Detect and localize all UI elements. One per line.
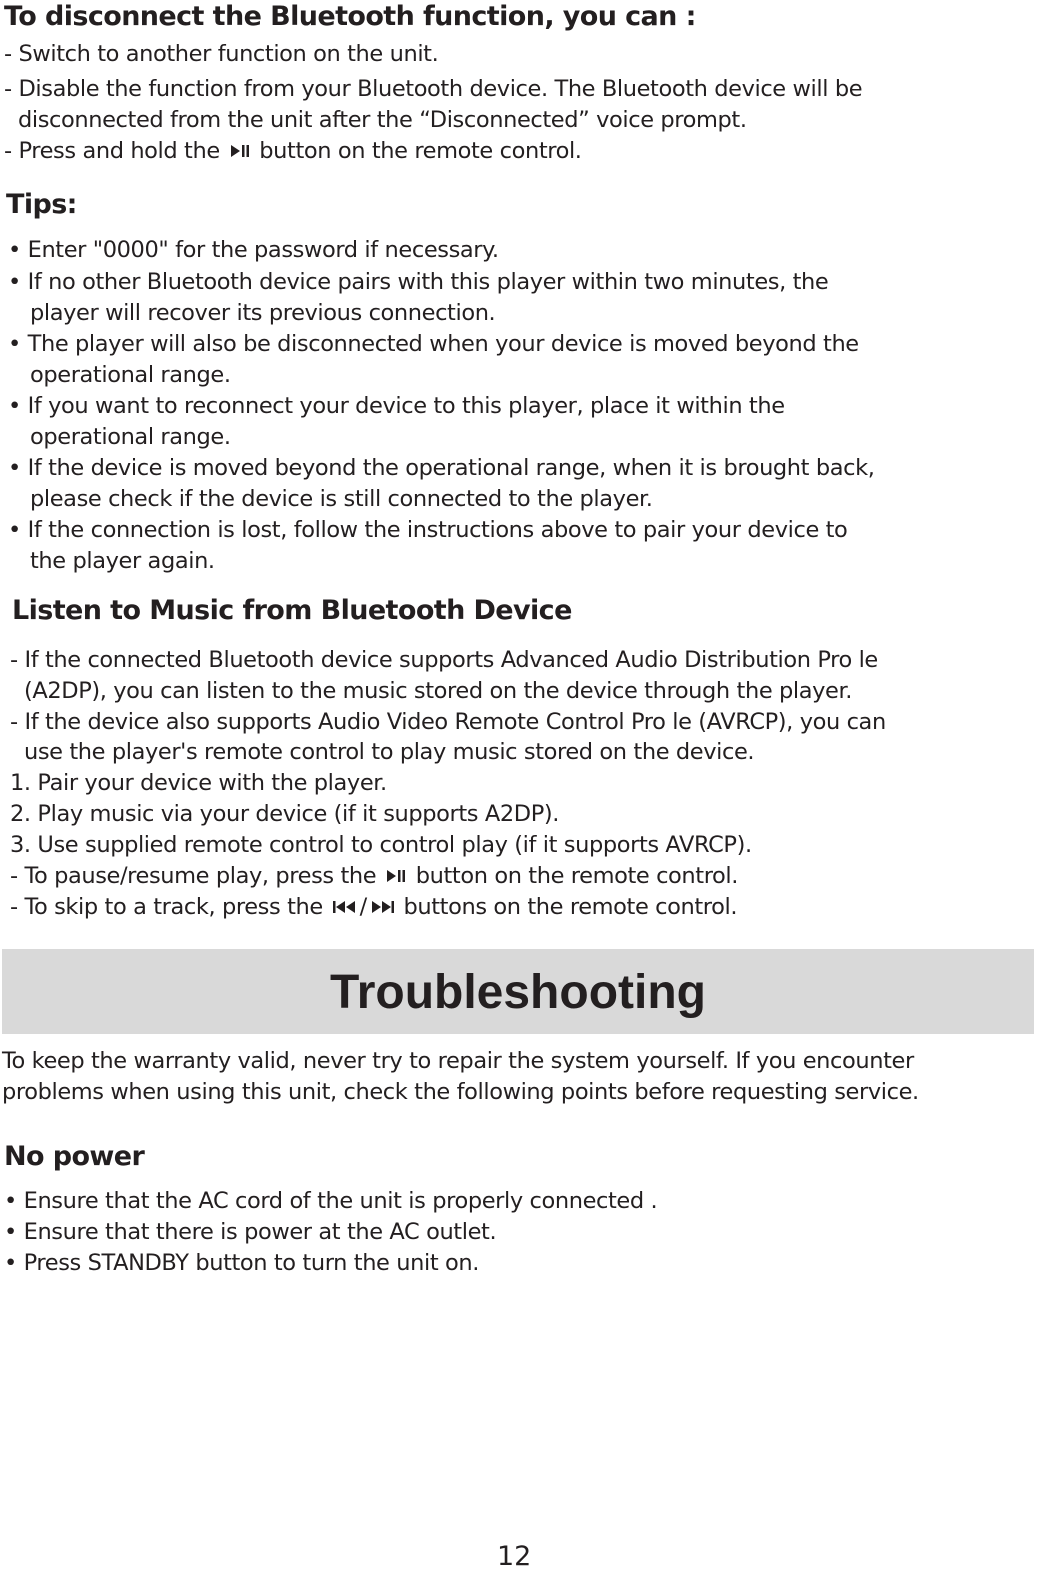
listen-pause-suffix: button on the remote control. xyxy=(415,863,739,889)
listen-step: 1. Pair your device with the player. xyxy=(10,770,387,796)
play-pause-icon xyxy=(385,862,407,892)
tips-heading: Tips: xyxy=(6,189,77,220)
listen-step: 2. Play music via your device (if it supports A2DP). xyxy=(10,801,559,827)
no-power-line: • Press STANDBY button to turn the unit on. xyxy=(4,1250,479,1276)
tips-line: • If the device is moved beyond the operational range, when it is brought back, xyxy=(8,455,875,481)
troubleshooting-intro-line: To keep the warranty valid, never try to repair the system yourself. If you encounter xyxy=(2,1048,914,1074)
disconnect-line: - Disable the function from your Bluetooth device. The Bluetooth device will be xyxy=(4,76,863,102)
tips-line: operational range. xyxy=(30,424,231,450)
tips-line: player will recover its previous connection. xyxy=(30,300,496,326)
listen-line: - If the device also supports Audio Video Remote Control Pro le (AVRCP), you can xyxy=(10,709,886,735)
disconnect-press-line xyxy=(4,136,582,167)
listen-heading: Listen to Music from Bluetooth Device xyxy=(12,595,572,626)
play-pause-icon xyxy=(229,137,251,167)
disconnect-line: - Switch to another function on the unit. xyxy=(4,41,439,67)
listen-line: use the player's remote control to play music stored on the device. xyxy=(24,739,755,765)
no-power-heading: No power xyxy=(4,1141,145,1172)
skip-separator: / xyxy=(359,894,367,920)
page-number: 12 xyxy=(497,1541,532,1572)
disconnect-press-suffix: button on the remote control. xyxy=(259,138,582,164)
listen-skip-prefix: - To skip to a track, press the xyxy=(10,894,323,920)
tips-line: the player again. xyxy=(30,548,215,574)
listen-pause-prefix: - To pause/resume play, press the xyxy=(10,863,377,889)
tips-line: • If the connection is lost, follow the instructions above to pair your device to xyxy=(8,517,848,543)
tips-line: • Enter "0000" for the password if necessary. xyxy=(8,237,499,263)
skip-next-icon xyxy=(369,893,395,923)
no-power-line: • Ensure that the AC cord of the unit is properly connected . xyxy=(4,1188,658,1214)
disconnect-heading: To disconnect the Bluetooth function, you can : xyxy=(4,1,696,32)
listen-step: 3. Use supplied remote control to control play (if it supports AVRCP). xyxy=(10,832,752,858)
disconnect-line: disconnected from the unit after the “Disconnected” voice prompt. xyxy=(18,107,747,133)
disconnect-press-prefix: - Press and hold the xyxy=(4,138,220,164)
troubleshooting-banner xyxy=(2,949,1034,1034)
tips-line: operational range. xyxy=(30,362,231,388)
listen-skip-line xyxy=(10,892,737,923)
listen-skip-suffix: buttons on the remote control. xyxy=(403,894,738,920)
tips-line: • If no other Bluetooth device pairs with this player within two minutes, the xyxy=(8,269,829,295)
listen-pause-line xyxy=(10,861,738,892)
troubleshooting-title: Troubleshooting xyxy=(330,966,706,1019)
no-power-line: • Ensure that there is power at the AC outlet. xyxy=(4,1219,497,1245)
tips-line: • If you want to reconnect your device to this player, place it within the xyxy=(8,393,785,419)
tips-line: please check if the device is still connected to the player. xyxy=(30,486,653,512)
skip-previous-icon xyxy=(332,893,358,923)
listen-line: (A2DP), you can listen to the music stored on the device through the player. xyxy=(24,678,853,704)
tips-line: • The player will also be disconnected when your device is moved beyond the xyxy=(8,331,859,357)
troubleshooting-intro-line: problems when using this unit, check the following points before requesting service. xyxy=(2,1079,919,1105)
listen-line: - If the connected Bluetooth device supports Advanced Audio Distribution Pro le xyxy=(10,647,878,673)
